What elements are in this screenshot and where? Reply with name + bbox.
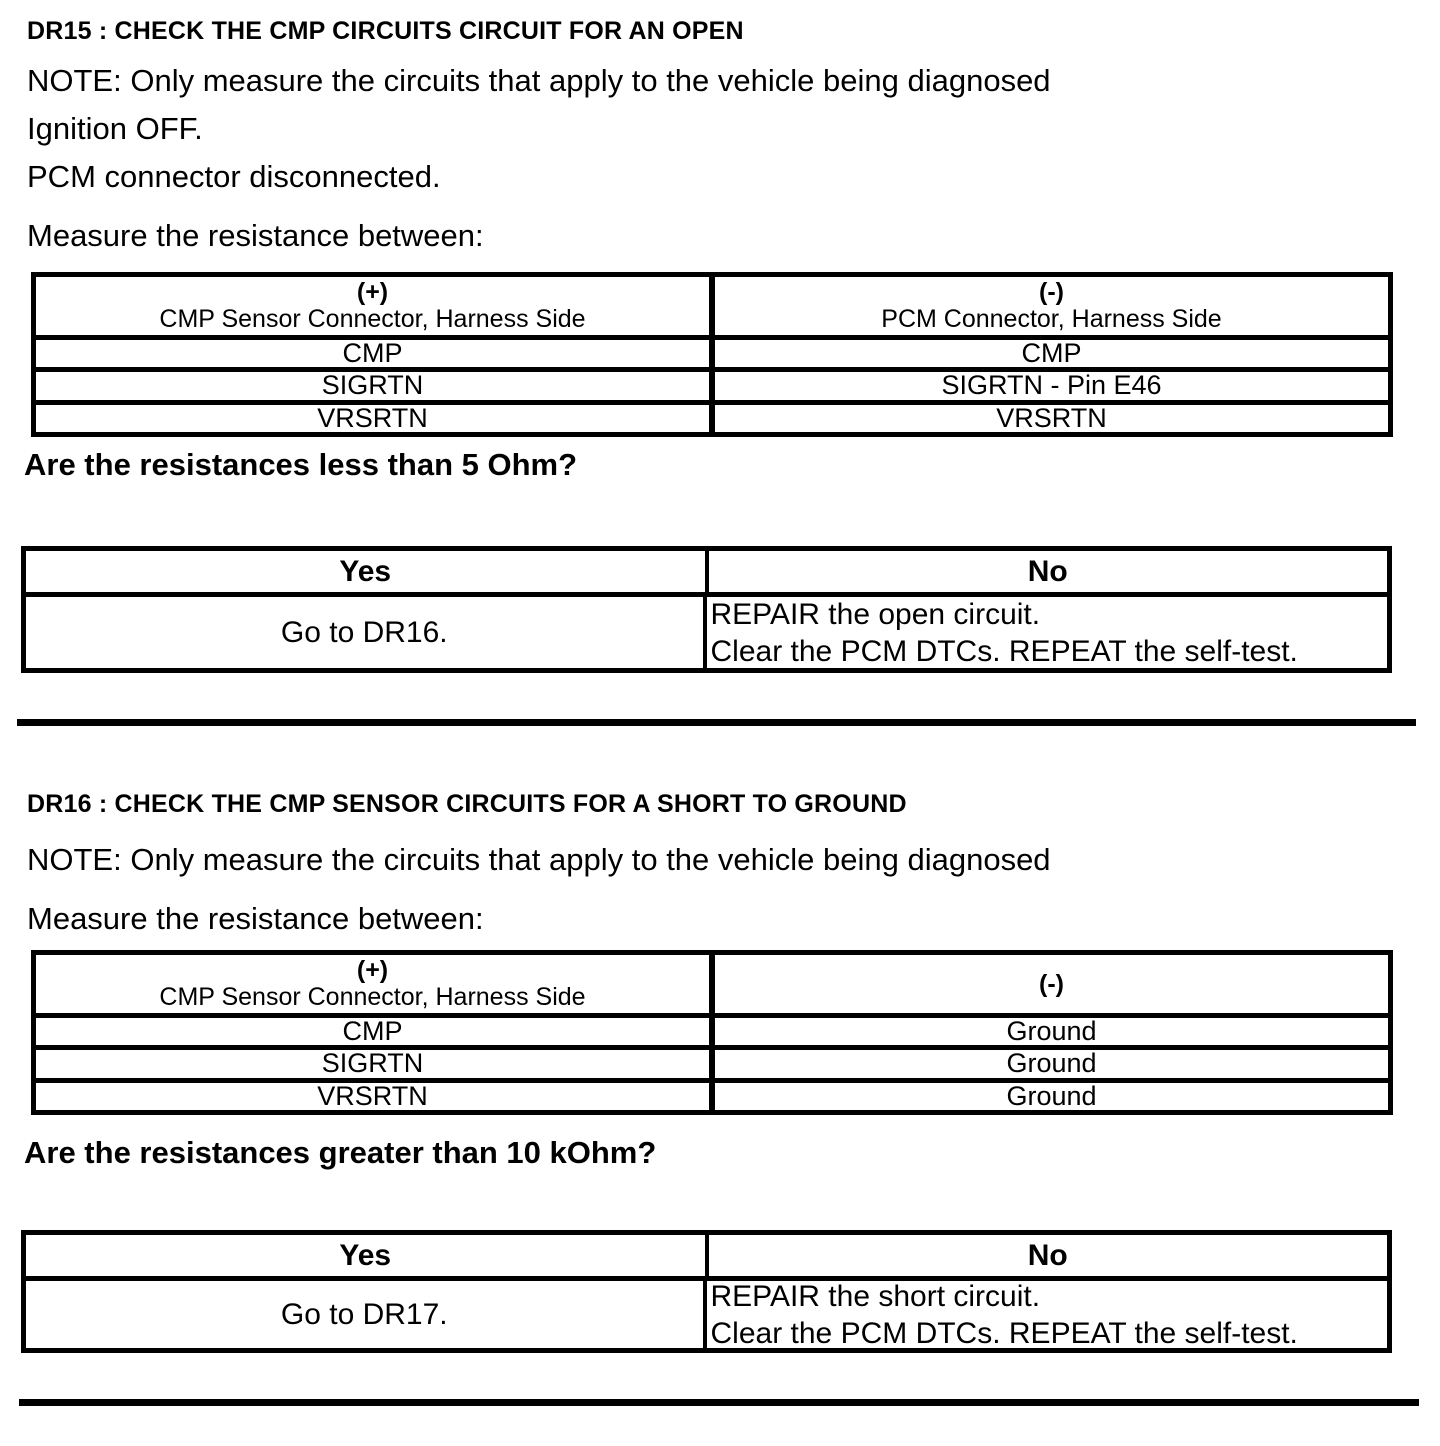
table-row [36, 1045, 1388, 1077]
yes-header: Yes [26, 551, 709, 592]
table-row [36, 400, 1388, 432]
positive-header-label: CMP Sensor Connector, Harness Side [159, 305, 586, 333]
section-dr15-heading: DR15 : CHECK THE CMP CIRCUITS CIRCUIT FOR AN OPEN [27, 17, 744, 45]
no-action-line: REPAIR the open circuit. [710, 597, 1041, 631]
cell-sigrtn-positive: SIGRTN [36, 372, 715, 399]
no-action-line: Clear the PCM DTCs. REPEAT the self-test. [710, 1316, 1298, 1350]
cell-cmp-negative: CMP [1021, 338, 1082, 369]
decision-header-row [26, 1235, 1387, 1281]
cell-vrsrtn-ground: Ground [1006, 1080, 1097, 1111]
dr16-measure-instruction: Measure the resistance between: [27, 901, 484, 936]
table-row [36, 335, 1388, 367]
table-header-row [36, 277, 1388, 335]
negative-header-label: PCM Connector, Harness Side [881, 305, 1222, 333]
decision-header-row [26, 551, 1387, 597]
positive-header-cell [36, 277, 715, 335]
negative-symbol: (-) [1039, 969, 1064, 998]
cell-sigrtn-positive: SIGRTN [36, 1050, 715, 1077]
positive-symbol: (+) [356, 278, 389, 306]
table-row [36, 1078, 1388, 1110]
cell-sigrtn-negative: SIGRTN - Pin E46 [941, 370, 1162, 401]
negative-symbol: (-) [1039, 278, 1064, 306]
dr16-measurement-table [31, 950, 1393, 1115]
dr15-prep-pcm-disconnected: PCM connector disconnected. [27, 159, 441, 194]
cell-cmp-positive: CMP [36, 1018, 715, 1045]
section-divider-rule [17, 719, 1416, 726]
dr15-question: Are the resistances less than 5 Ohm? [24, 447, 578, 482]
table-header-row [36, 955, 1388, 1013]
page-bottom-rule [19, 1399, 1419, 1406]
no-action-line: REPAIR the short circuit. [710, 1279, 1041, 1313]
dr15-prep-ignition-off: Ignition OFF. [27, 111, 203, 146]
table-row [36, 1013, 1388, 1045]
positive-header-cell [36, 955, 715, 1013]
section-dr16-heading: DR16 : CHECK THE CMP SENSOR CIRCUITS FOR A SHORT TO GROUND [27, 790, 907, 818]
yes-header: Yes [26, 1235, 709, 1276]
no-action-line: Clear the PCM DTCs. REPEAT the self-test. [710, 634, 1298, 668]
dr16-note-text: NOTE: Only measure the circuits that apply to the vehicle being diagnosed [27, 842, 1051, 877]
dr16-question: Are the resistances greater than 10 kOhm? [24, 1135, 657, 1170]
yes-action-cell: Go to DR16. [26, 597, 707, 668]
dr15-decision-table [21, 546, 1392, 673]
dr15-measurement-table [31, 272, 1393, 437]
negative-header-cell [715, 955, 1388, 1013]
dr15-note-text: NOTE: Only measure the circuits that apply to the vehicle being diagnosed [27, 63, 1051, 98]
decision-body-row [26, 1281, 1387, 1348]
table-row [36, 367, 1388, 399]
yes-action-cell: Go to DR17. [26, 1281, 707, 1348]
negative-header-cell [715, 277, 1388, 335]
no-header: No [1027, 1238, 1068, 1272]
no-header: No [1027, 554, 1068, 588]
cell-sigrtn-ground: Ground [1006, 1048, 1097, 1079]
cell-vrsrtn-positive: VRSRTN [36, 405, 715, 432]
decision-body-row [26, 597, 1387, 668]
cell-cmp-ground: Ground [1006, 1016, 1097, 1047]
no-action-cell [707, 1281, 1388, 1348]
cell-vrsrtn-negative: VRSRTN [996, 402, 1107, 433]
cell-vrsrtn-positive: VRSRTN [36, 1083, 715, 1110]
dr15-measure-instruction: Measure the resistance between: [27, 218, 484, 253]
cell-cmp-positive: CMP [36, 340, 715, 367]
positive-header-label: CMP Sensor Connector, Harness Side [159, 983, 586, 1011]
dr16-decision-table [21, 1230, 1392, 1353]
positive-symbol: (+) [356, 956, 389, 984]
no-action-cell [707, 597, 1388, 668]
